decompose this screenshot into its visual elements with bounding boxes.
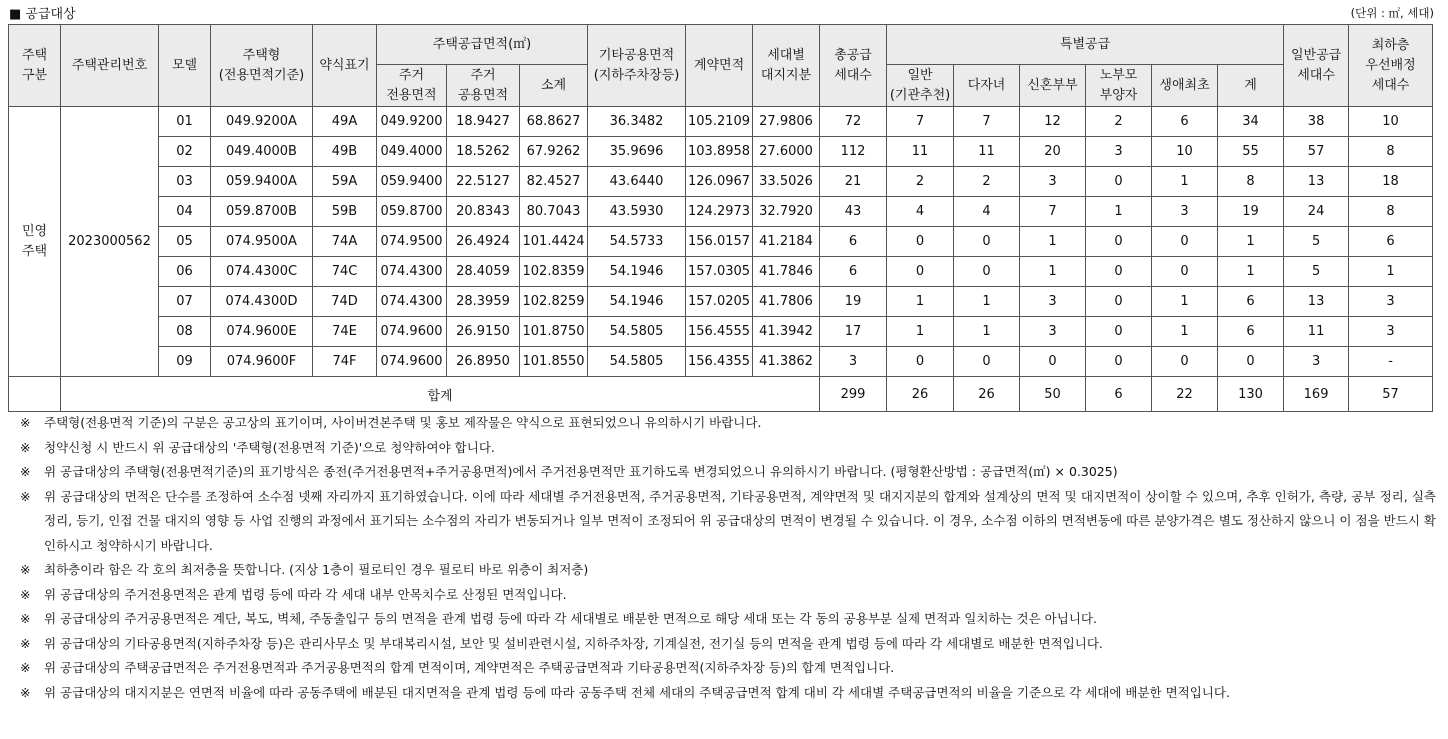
cell-comm: 26.4924: [447, 227, 520, 257]
total-elder: 6: [1086, 377, 1152, 412]
cell-abbr: 74E: [313, 317, 377, 347]
col-multi-child: [954, 65, 1020, 107]
total-blank: [9, 377, 61, 412]
cell-other: 54.1946: [588, 287, 686, 317]
cell-other: 54.5805: [588, 347, 686, 377]
cell-model: 03: [159, 167, 211, 197]
total-label: 합계: [61, 377, 820, 412]
total-row: [9, 377, 1433, 412]
cell-gen: 0: [887, 257, 954, 287]
cell-model: 09: [159, 347, 211, 377]
cell-sub: 101.8750: [520, 317, 588, 347]
cell-land: 27.6000: [753, 137, 820, 167]
cell-multi: 0: [954, 227, 1020, 257]
cell-gs: 13: [1284, 287, 1349, 317]
cell-contract: 103.8958: [686, 137, 753, 167]
cell-gen: 4: [887, 197, 954, 227]
header-other-common: 기타공용면적 (지하주차장등): [593, 47, 680, 83]
table-row: [9, 257, 1433, 287]
total-gs: 169: [1284, 377, 1349, 412]
cell-elder: 2: [1086, 107, 1152, 137]
cell-gen: 1: [887, 317, 954, 347]
note-text: 청약신청 시 반드시 위 공급대상의 '주택형(전용면적 기준)'으로 청약하여야 합니다.: [44, 439, 495, 455]
cell-land: 41.2184: [753, 227, 820, 257]
cell-total: 6: [820, 257, 887, 287]
cell-gs: 13: [1284, 167, 1349, 197]
cell-elder: 0: [1086, 257, 1152, 287]
cell-multi: 11: [954, 137, 1020, 167]
cell-sub: 68.8627: [520, 107, 588, 137]
cell-gen: 7: [887, 107, 954, 137]
cell-type: 074.4300D: [211, 287, 313, 317]
cell-contract: 105.2109: [686, 107, 753, 137]
header-special-supply: 특별공급: [1059, 36, 1111, 52]
cell-newly: 0: [1020, 347, 1086, 377]
cell-land: 27.9806: [753, 107, 820, 137]
cell-first: 1: [1152, 317, 1218, 347]
cell-sub: 101.8550: [520, 347, 588, 377]
cell-multi: 2: [954, 167, 1020, 197]
cell-newly: 3: [1020, 317, 1086, 347]
col-abbr: [313, 25, 377, 107]
cell-gs: 5: [1284, 257, 1349, 287]
table-body: [9, 107, 1433, 412]
cell-total: 17: [820, 317, 887, 347]
cell-first: 1: [1152, 287, 1218, 317]
cell-contract: 156.4555: [686, 317, 753, 347]
note-mark: ※: [20, 660, 31, 675]
cell-newly: 1: [1020, 257, 1086, 287]
cell-first: 3: [1152, 197, 1218, 227]
header-elder-parent: 노부모 부양자: [1099, 67, 1138, 103]
cell-type: 059.9400A: [211, 167, 313, 197]
col-land-share: [753, 25, 820, 107]
cell-abbr: 59B: [313, 197, 377, 227]
header-supply-area: 주택공급면적(㎡): [432, 36, 532, 52]
cell-model: 07: [159, 287, 211, 317]
note-mark: ※: [20, 562, 31, 577]
note-mark: ※: [20, 586, 31, 602]
cell-sub: 80.7043: [520, 197, 588, 227]
cell-total: 6: [820, 227, 887, 257]
cell-low: -: [1349, 347, 1433, 377]
cell-total: 112: [820, 137, 887, 167]
note-mark: ※: [20, 635, 31, 651]
cell-multi: 7: [954, 107, 1020, 137]
cell-elder: 3: [1086, 137, 1152, 167]
cell-comm: 26.8950: [447, 347, 520, 377]
cell-land: 32.7920: [753, 197, 820, 227]
cell-comm: 28.3959: [447, 287, 520, 317]
col-res-common: [447, 65, 520, 107]
col-res-exclusive: [377, 65, 447, 107]
col-special-supply: [887, 25, 1284, 65]
cell-low: 1: [1349, 257, 1433, 287]
note-mark: ※: [20, 488, 31, 504]
col-special-sum: [1218, 65, 1284, 107]
cell-sp: 6: [1218, 317, 1284, 347]
cell-first: 6: [1152, 107, 1218, 137]
cell-elder: 1: [1086, 197, 1152, 227]
cell-newly: 20: [1020, 137, 1086, 167]
header-general-supply: 일반공급 세대수: [1290, 47, 1342, 83]
col-lowest-floor: [1349, 25, 1433, 107]
total-low: 57: [1349, 377, 1433, 412]
total-first: 22: [1152, 377, 1218, 412]
table-row: [9, 167, 1433, 197]
header-res-exclusive: 주거 전용면적: [386, 67, 437, 103]
header-first-time: 생애최초: [1159, 77, 1210, 93]
total-newly: 50: [1020, 377, 1086, 412]
table-row: [9, 317, 1433, 347]
header-special-sum: 계: [1244, 77, 1257, 93]
cell-land: 33.5026: [753, 167, 820, 197]
group-mgmt-no: 2023000562: [61, 107, 159, 377]
cell-type: 074.9600E: [211, 317, 313, 347]
cell-elder: 0: [1086, 317, 1152, 347]
cell-sp: 55: [1218, 137, 1284, 167]
note-mark: ※: [20, 611, 31, 626]
cell-low: 6: [1349, 227, 1433, 257]
cell-comm: 20.8343: [447, 197, 520, 227]
cell-multi: 1: [954, 287, 1020, 317]
cell-gen: 1: [887, 287, 954, 317]
cell-comm: 18.5262: [447, 137, 520, 167]
cell-other: 43.5930: [588, 197, 686, 227]
cell-sub: 82.4527: [520, 167, 588, 197]
cell-type: 049.4000B: [211, 137, 313, 167]
cell-contract: 156.4355: [686, 347, 753, 377]
note-item: [8, 485, 1436, 559]
col-newlywed: [1020, 65, 1086, 107]
header-multi-child: 다자녀: [967, 77, 1006, 93]
cell-abbr: 74C: [313, 257, 377, 287]
cell-sub: 102.8359: [520, 257, 588, 287]
note-text: 위 공급대상의 기타공용면적(지하주차장 등)은 관리사무소 및 부대복리시설, 보안 및 설비관련시설, 지하주차장, 기계실전, 전기실 등의 면적을 관계 법령 등에 따라 각 세대별로 배분한 면적입니다.: [44, 635, 1103, 651]
col-total-supply: [820, 25, 887, 107]
cell-first: 10: [1152, 137, 1218, 167]
col-supply-area: [377, 25, 588, 65]
table-row: [9, 287, 1433, 317]
note-item: [8, 681, 1436, 706]
col-contract-area: [686, 25, 753, 107]
cell-gen: 0: [887, 347, 954, 377]
cell-excl: 074.4300: [377, 257, 447, 287]
header-lowest-floor: 최하층 우선배정 세대수: [1365, 37, 1416, 93]
cell-model: 05: [159, 227, 211, 257]
group-housing-type: 민영 주택: [9, 107, 61, 377]
note-text: 최하층이라 함은 각 호의 최저층을 뜻합니다. (지상 1층이 필로티인 경우 필로티 바로 위층이 최저층): [44, 562, 589, 577]
cell-contract: 126.0967: [686, 167, 753, 197]
header-subtotal: 소계: [540, 77, 567, 93]
cell-other: 54.5733: [588, 227, 686, 257]
note-mark: ※: [20, 415, 31, 430]
total-sp: 130: [1218, 377, 1284, 412]
cell-newly: 3: [1020, 287, 1086, 317]
table-row: [9, 107, 1433, 137]
section-title: ■ 공급대상: [9, 7, 76, 22]
total-gen: 26: [887, 377, 954, 412]
cell-sp: 0: [1218, 347, 1284, 377]
cell-first: 0: [1152, 227, 1218, 257]
col-subtotal: [520, 65, 588, 107]
note-text: 위 공급대상의 대지지분은 연면적 비율에 따라 공동주택에 배분된 대지면적을 관계 법령 등에 따라 공동주택 전체 세대의 주택공급면적 합계 대비 각 세대별 주택공급면적의 비율을 기준으로 각 세대에 배분한 면적입니다.: [44, 684, 1230, 700]
cell-multi: 0: [954, 257, 1020, 287]
cell-newly: 7: [1020, 197, 1086, 227]
total-multi: 26: [954, 377, 1020, 412]
cell-newly: 1: [1020, 227, 1086, 257]
col-model: [159, 25, 211, 107]
cell-elder: 0: [1086, 167, 1152, 197]
cell-gen: 11: [887, 137, 954, 167]
cell-sp: 1: [1218, 257, 1284, 287]
note-item: [8, 607, 1436, 632]
cell-excl: 049.4000: [377, 137, 447, 167]
note-text: 주택형(전용면적 기준)의 구분은 공고상의 표기이며, 사이버견본주택 및 홍보 제작물은 약식으로 표현되었으니 유의하시기 바랍니다.: [44, 415, 762, 430]
note-item: [8, 558, 1436, 583]
col-first-time: [1152, 65, 1218, 107]
header-contract-area: 계약면적: [693, 57, 745, 73]
cell-comm: 28.4059: [447, 257, 520, 287]
cell-other: 36.3482: [588, 107, 686, 137]
cell-abbr: 49B: [313, 137, 377, 167]
cell-newly: 12: [1020, 107, 1086, 137]
cell-low: 10: [1349, 107, 1433, 137]
cell-elder: 0: [1086, 287, 1152, 317]
unit-note: (단위 : ㎡, 세대): [1350, 6, 1434, 20]
header-res-common: 주거 공용면적: [457, 67, 509, 103]
col-house-type: [211, 25, 313, 107]
cell-abbr: 59A: [313, 167, 377, 197]
header-abbr: 약식표기: [319, 57, 370, 73]
header-newlywed: 신혼부부: [1027, 77, 1078, 93]
cell-type: 074.9600F: [211, 347, 313, 377]
cell-excl: 074.4300: [377, 287, 447, 317]
cell-gs: 57: [1284, 137, 1349, 167]
note-item: [8, 583, 1436, 608]
note-text: 위 공급대상의 면적은 단수를 조정하여 소수점 넷째 자리까지 표기하였습니다. 이에 따라 세대별 주거전용면적, 주거공용면적, 기타공용면적, 계약면적 및 대지지분의 합계와 설계상의 면적 및 대지면적이 상이할 수 있으며, 추후 인허가, 측량, 공부 정리, 실측 정리, 등기, 인접 건물 대지의 영향 등 사업 진행의 과정에서 표기되는 소수점의 자리가 변동되거나 일부 면적이 조정되어 위 공급대상의 면적이 변경될 수 있습니다. 이 경우, 소수점 이하의 면적변동에 따른 분양가격은 별도 정산하지 않으니 이 점을 반드시 확인하시고 청약하시기 바랍니다.: [44, 488, 1436, 553]
cell-model: 08: [159, 317, 211, 347]
col-general-inst: [887, 65, 954, 107]
cell-excl: 074.9500: [377, 227, 447, 257]
col-mgmt-no: [61, 25, 159, 107]
cell-model: 04: [159, 197, 211, 227]
cell-sp: 8: [1218, 167, 1284, 197]
cell-gs: 3: [1284, 347, 1349, 377]
note-item: [8, 411, 1436, 436]
cell-multi: 0: [954, 347, 1020, 377]
supply-table: [8, 24, 1433, 412]
note-mark: ※: [20, 684, 31, 700]
note-text: 위 공급대상의 주거공용면적은 계단, 복도, 벽체, 주동출입구 등의 면적을 관계 법령 등에 따라 각 세대별로 배분한 면적으로 해당 세대 또는 각 동의 공용부분 실제 면적과 일치하는 것은 아닙니다.: [44, 611, 1097, 626]
cell-gs: 5: [1284, 227, 1349, 257]
table-row: [9, 347, 1433, 377]
cell-land: 41.3942: [753, 317, 820, 347]
cell-first: 0: [1152, 347, 1218, 377]
cell-low: 8: [1349, 197, 1433, 227]
cell-excl: 074.9600: [377, 347, 447, 377]
col-other-common: [588, 25, 686, 107]
cell-abbr: 74A: [313, 227, 377, 257]
cell-contract: 157.0305: [686, 257, 753, 287]
cell-other: 43.6440: [588, 167, 686, 197]
cell-other: 54.5805: [588, 317, 686, 347]
cell-abbr: 49A: [313, 107, 377, 137]
cell-total: 72: [820, 107, 887, 137]
cell-comm: 26.9150: [447, 317, 520, 347]
header-housing-type: 주택 구분: [21, 47, 48, 83]
cell-excl: 059.8700: [377, 197, 447, 227]
table-row: [9, 197, 1433, 227]
header-total-supply: 총공급 세대수: [834, 47, 872, 83]
total-total: 299: [820, 377, 887, 412]
note-text: 위 공급대상의 주택형(전용면적기준)의 표기방식은 종전(주거전용면적+주거공용면적)에서 주거전용면적만 표기하도록 변경되었으니 유의하시기 바랍니다. (평형환산방법 : 공급면적(㎡) × 0.3025): [44, 464, 1118, 479]
note-mark: ※: [20, 464, 31, 479]
cell-first: 0: [1152, 257, 1218, 287]
cell-type: 074.4300C: [211, 257, 313, 287]
cell-contract: 157.0205: [686, 287, 753, 317]
cell-multi: 1: [954, 317, 1020, 347]
note-item: [8, 460, 1436, 485]
cell-other: 54.1946: [588, 257, 686, 287]
cell-low: 8: [1349, 137, 1433, 167]
cell-gs: 38: [1284, 107, 1349, 137]
table-row: [9, 227, 1433, 257]
header-land-share: 세대별 대지지분: [760, 47, 812, 83]
note-item: [8, 656, 1436, 681]
cell-comm: 22.5127: [447, 167, 520, 197]
cell-model: 02: [159, 137, 211, 167]
col-elder-parent: [1086, 65, 1152, 107]
cell-total: 21: [820, 167, 887, 197]
cell-sp: 34: [1218, 107, 1284, 137]
cell-newly: 3: [1020, 167, 1086, 197]
cell-gen: 2: [887, 167, 954, 197]
cell-sub: 67.9262: [520, 137, 588, 167]
cell-type: 059.8700B: [211, 197, 313, 227]
cell-sp: 6: [1218, 287, 1284, 317]
cell-contract: 124.2973: [686, 197, 753, 227]
col-housing-type: [9, 25, 61, 107]
cell-sub: 101.4424: [520, 227, 588, 257]
header-house-type: 주택형 (전용면적기준): [218, 47, 305, 83]
note-item: [8, 436, 1436, 461]
cell-comm: 18.9427: [447, 107, 520, 137]
header-general-inst: 일반 (기관추천): [889, 67, 951, 103]
cell-other: 35.9696: [588, 137, 686, 167]
cell-first: 1: [1152, 167, 1218, 197]
cell-low: 18: [1349, 167, 1433, 197]
header-bar: [0, 0, 1448, 24]
cell-gen: 0: [887, 227, 954, 257]
cell-total: 19: [820, 287, 887, 317]
cell-model: 01: [159, 107, 211, 137]
cell-type: 074.9500A: [211, 227, 313, 257]
cell-model: 06: [159, 257, 211, 287]
note-text: 위 공급대상의 주택공급면적은 주거전용면적과 주거공용면적의 합계 면적이며, 계약면적은 주택공급면적과 기타공용면적(지하주차장 등)의 합계 면적입니다.: [44, 660, 895, 675]
cell-low: 3: [1349, 287, 1433, 317]
cell-excl: 059.9400: [377, 167, 447, 197]
cell-excl: 049.9200: [377, 107, 447, 137]
cell-total: 3: [820, 347, 887, 377]
cell-sp: 19: [1218, 197, 1284, 227]
cell-multi: 4: [954, 197, 1020, 227]
cell-low: 3: [1349, 317, 1433, 347]
cell-land: 41.3862: [753, 347, 820, 377]
note-text: 위 공급대상의 주거전용면적은 관계 법령 등에 따라 각 세대 내부 안목치수로 산정된 면적입니다.: [44, 586, 567, 602]
col-general-supply: [1284, 25, 1349, 107]
cell-sub: 102.8259: [520, 287, 588, 317]
cell-land: 41.7846: [753, 257, 820, 287]
cell-sp: 1: [1218, 227, 1284, 257]
note-item: [8, 632, 1436, 657]
cell-gs: 11: [1284, 317, 1349, 347]
cell-land: 41.7806: [753, 287, 820, 317]
note-mark: ※: [20, 439, 31, 455]
notes-list: [8, 411, 1436, 705]
header-mgmt-no: 주택관리번호: [71, 57, 148, 73]
cell-abbr: 74D: [313, 287, 377, 317]
cell-gs: 24: [1284, 197, 1349, 227]
cell-abbr: 74F: [313, 347, 377, 377]
cell-total: 43: [820, 197, 887, 227]
cell-type: 049.9200A: [211, 107, 313, 137]
header-model: 모델: [171, 57, 198, 73]
cell-excl: 074.9600: [377, 317, 447, 347]
cell-elder: 0: [1086, 347, 1152, 377]
table-row: [9, 137, 1433, 167]
cell-contract: 156.0157: [686, 227, 753, 257]
cell-elder: 0: [1086, 227, 1152, 257]
